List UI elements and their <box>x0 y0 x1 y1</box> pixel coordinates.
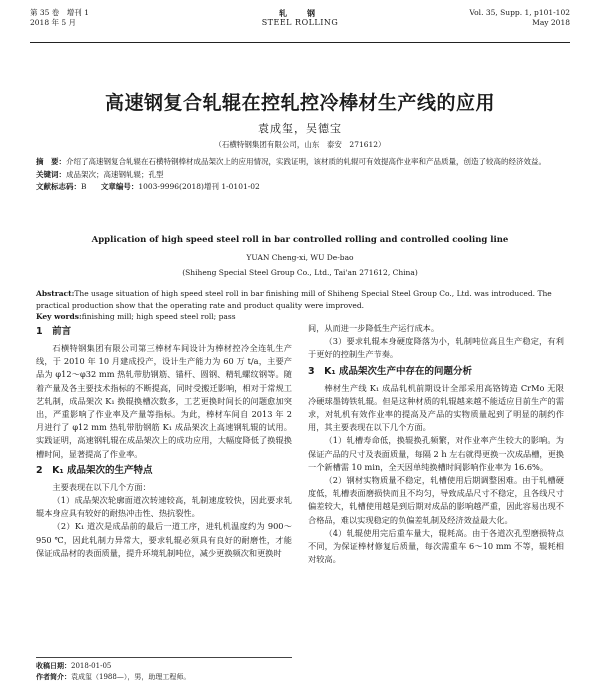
footnote <box>36 657 292 683</box>
header-right <box>469 8 570 28</box>
section-3-heading: 3 K₁ 成品架次生产中存在的问题分析 <box>308 365 472 377</box>
section-2-item-1: （1）成品架次轮廓面道次转速较高，轧制速度较快，因此要求轧辊本身应具有较好的耐热冲击性、热抗裂性。 <box>36 495 292 519</box>
keywords-en <box>36 311 564 323</box>
classification-line <box>36 181 564 193</box>
abstract-en-body <box>36 288 564 311</box>
page-header <box>30 8 570 36</box>
journal-name-en: STEEL ROLLING <box>261 18 339 27</box>
abstract-en-label: Abstract: <box>36 289 75 298</box>
paper-authors: 袁成玺，吴德宝 <box>258 122 342 135</box>
abstract-cn-text: 介绍了高速钢复合轧辊在石横特钢棒材成品架次上的应用情况，实践证明，该材质的轧辊可有效提高作业率和产品质量，创造了较高的经济效益。 <box>66 157 546 166</box>
date-en: May 2018 <box>532 18 570 27</box>
english-authors: YUAN Cheng-xi, WU De-bao <box>246 253 354 262</box>
author-bio <box>36 672 292 683</box>
abstract-cn <box>36 156 564 194</box>
volume-cn: 第 35 卷 增刊 1 <box>30 8 89 17</box>
section-1-heading: 1 前言 <box>36 326 72 337</box>
journal-name-cn: 轧 钢 <box>279 8 321 18</box>
article-id-value: 1003-9996(2018)增刊 1-0101-02 <box>138 182 260 191</box>
volume-en: Vol. 35, Supp. 1, p101-102 <box>469 8 570 17</box>
keywords-cn-text: 成品架次；高速钢轧辊；孔型 <box>66 169 164 179</box>
keywords-en-label: Key words: <box>36 312 82 321</box>
section-3-item-2: （2）钢材实物质量不稳定，轧槽使用后期调整困难。由于轧槽硬度低，轧槽表面磨损快而且不均匀，导致成品尺寸不稳定，且各线尺寸偏差较大，轧槽使用越是到后期对成品的影响越严重，因此容易出现不合格品，难以实现稳定的负偏差轧制及经济效益最大化。 <box>308 475 564 525</box>
author-bio-value: 袁成玺（1988—），男，助理工程师。 <box>71 673 191 681</box>
clc-value: B <box>81 182 87 191</box>
section-2-item-2-cont: 间，从而进一步降低生产运行成本。 <box>308 323 440 333</box>
clc-label: 文献标志码： <box>36 182 81 191</box>
header-rule <box>30 42 570 43</box>
keywords-cn <box>36 169 564 181</box>
received-date <box>36 661 292 672</box>
section-3-item-4: （4）轧辊使用完后重车量大，辊耗高。由于各道次孔型磨损特点不同，为保证棒材修复后质量，每次需重车 6～10 mm 不等，辊耗相对较高。 <box>308 527 564 565</box>
received-label: 收稿日期： <box>36 662 71 670</box>
section-2-intro: 主要表现在以下几个方面： <box>52 481 151 492</box>
section-3-intro: 棒材生产线 K₁ 成品轧机前期设计全部采用高铬铸造 CrMo 无限冷硬球墨铸铁轧辊。但是这种材质的轧辊越来越不能适应目前生产的需求，对轧机有效作业率的提高及产品的实物质量起到了明显的制约作用，其主要表现在以下几个方面。 <box>308 382 564 433</box>
paper-title: 高速钢复合轧辊在控轧控冷棒材生产线的应用 <box>104 92 495 114</box>
keywords-en-text: finishing mill; high speed steel roll; pass <box>81 312 236 321</box>
article-id-label: 文章编号： <box>100 182 139 191</box>
body-column-left <box>36 322 292 560</box>
section-2-heading: 2 K₁ 成品架次的生产特点 <box>36 464 153 476</box>
english-title: Application of high speed steel roll in bar controlled rolling and controlled cooling line <box>91 235 509 245</box>
keywords-cn-label: 关键词： <box>36 169 66 179</box>
section-3-item-1: （1）轧槽寿命低，换辊换孔频繁，对作业率产生较大的影响。为保证产品的尺寸及表面质量，每隔 2 h 左右就得更换一次成品槽，更换一个新槽需 10 min，全天因单纯换槽时间影响作业率为 16.6%。 <box>308 435 564 472</box>
abstract-en <box>36 288 564 323</box>
author-bio-label: 作者简介： <box>36 673 71 681</box>
english-affiliation: (Shiheng Special Steel Group Co., Ltd., Tai'an 271612, China) <box>182 268 418 277</box>
section-2-item-2: （2）K₁ 道次是成品前的最后一道工序，进轧机温度约为 900～950 ℃，因此轧制力异常大，要求轧辊必须具有良好的耐磨性，才能保证成品材的表面质量，提升环境轧制吨位，减少更换频次和更换时 <box>36 521 292 558</box>
abstract-cn-label: 摘 要： <box>36 157 66 166</box>
abstract-en-text: The usage situation of high speed steel roll in bar finishing mill of Shiheng Special Steel Group Co., Ltd. was introduced. The practical production show that the operating rate and product quality were improved. <box>36 289 552 310</box>
section-1-paragraph: 石横特钢集团有限公司第三棒材车间设计为棒材控冷全连轧生产线，于 2010 年 10 月建成投产，设计生产能力为 60 万 t/a，主要产品为 φ12～φ32 mm 热轧带肋钢筋、锚杆、圆钢、精轧螺纹钢等。随着产量及各主要技术指标的不断提高，同时受搬迁影响，相对于常规工艺轧制，成品架次 K₁ 换辊换槽次数多，工艺更换时间长的问题愈加突出，严重影响了作业率及产量等指标。为此，棒材车间自 2013 年 2 月进行了 φ12 mm 热轧带肋钢筋 K₁ 成品架次上高速钢轧辊的试用。实践证明，高速钢轧辊在成品架次上的成功应用，大幅度降低了换辊换槽时间，显著提高了作业率。 <box>36 343 292 459</box>
abstract-cn-body <box>36 156 564 168</box>
section-2-item-3: （3）要求轧辊本身硬度降落为小，轧制吨位高且生产稳定，有利于更好的控制生产节奏。 <box>308 336 564 360</box>
date-cn: 2018 年 5 月 <box>30 18 77 27</box>
paper-affiliation: （石横特钢集团有限公司，山东 泰安 271612） <box>214 140 386 149</box>
body-column-right <box>308 322 564 566</box>
received-value: 2018-01-05 <box>71 662 112 670</box>
